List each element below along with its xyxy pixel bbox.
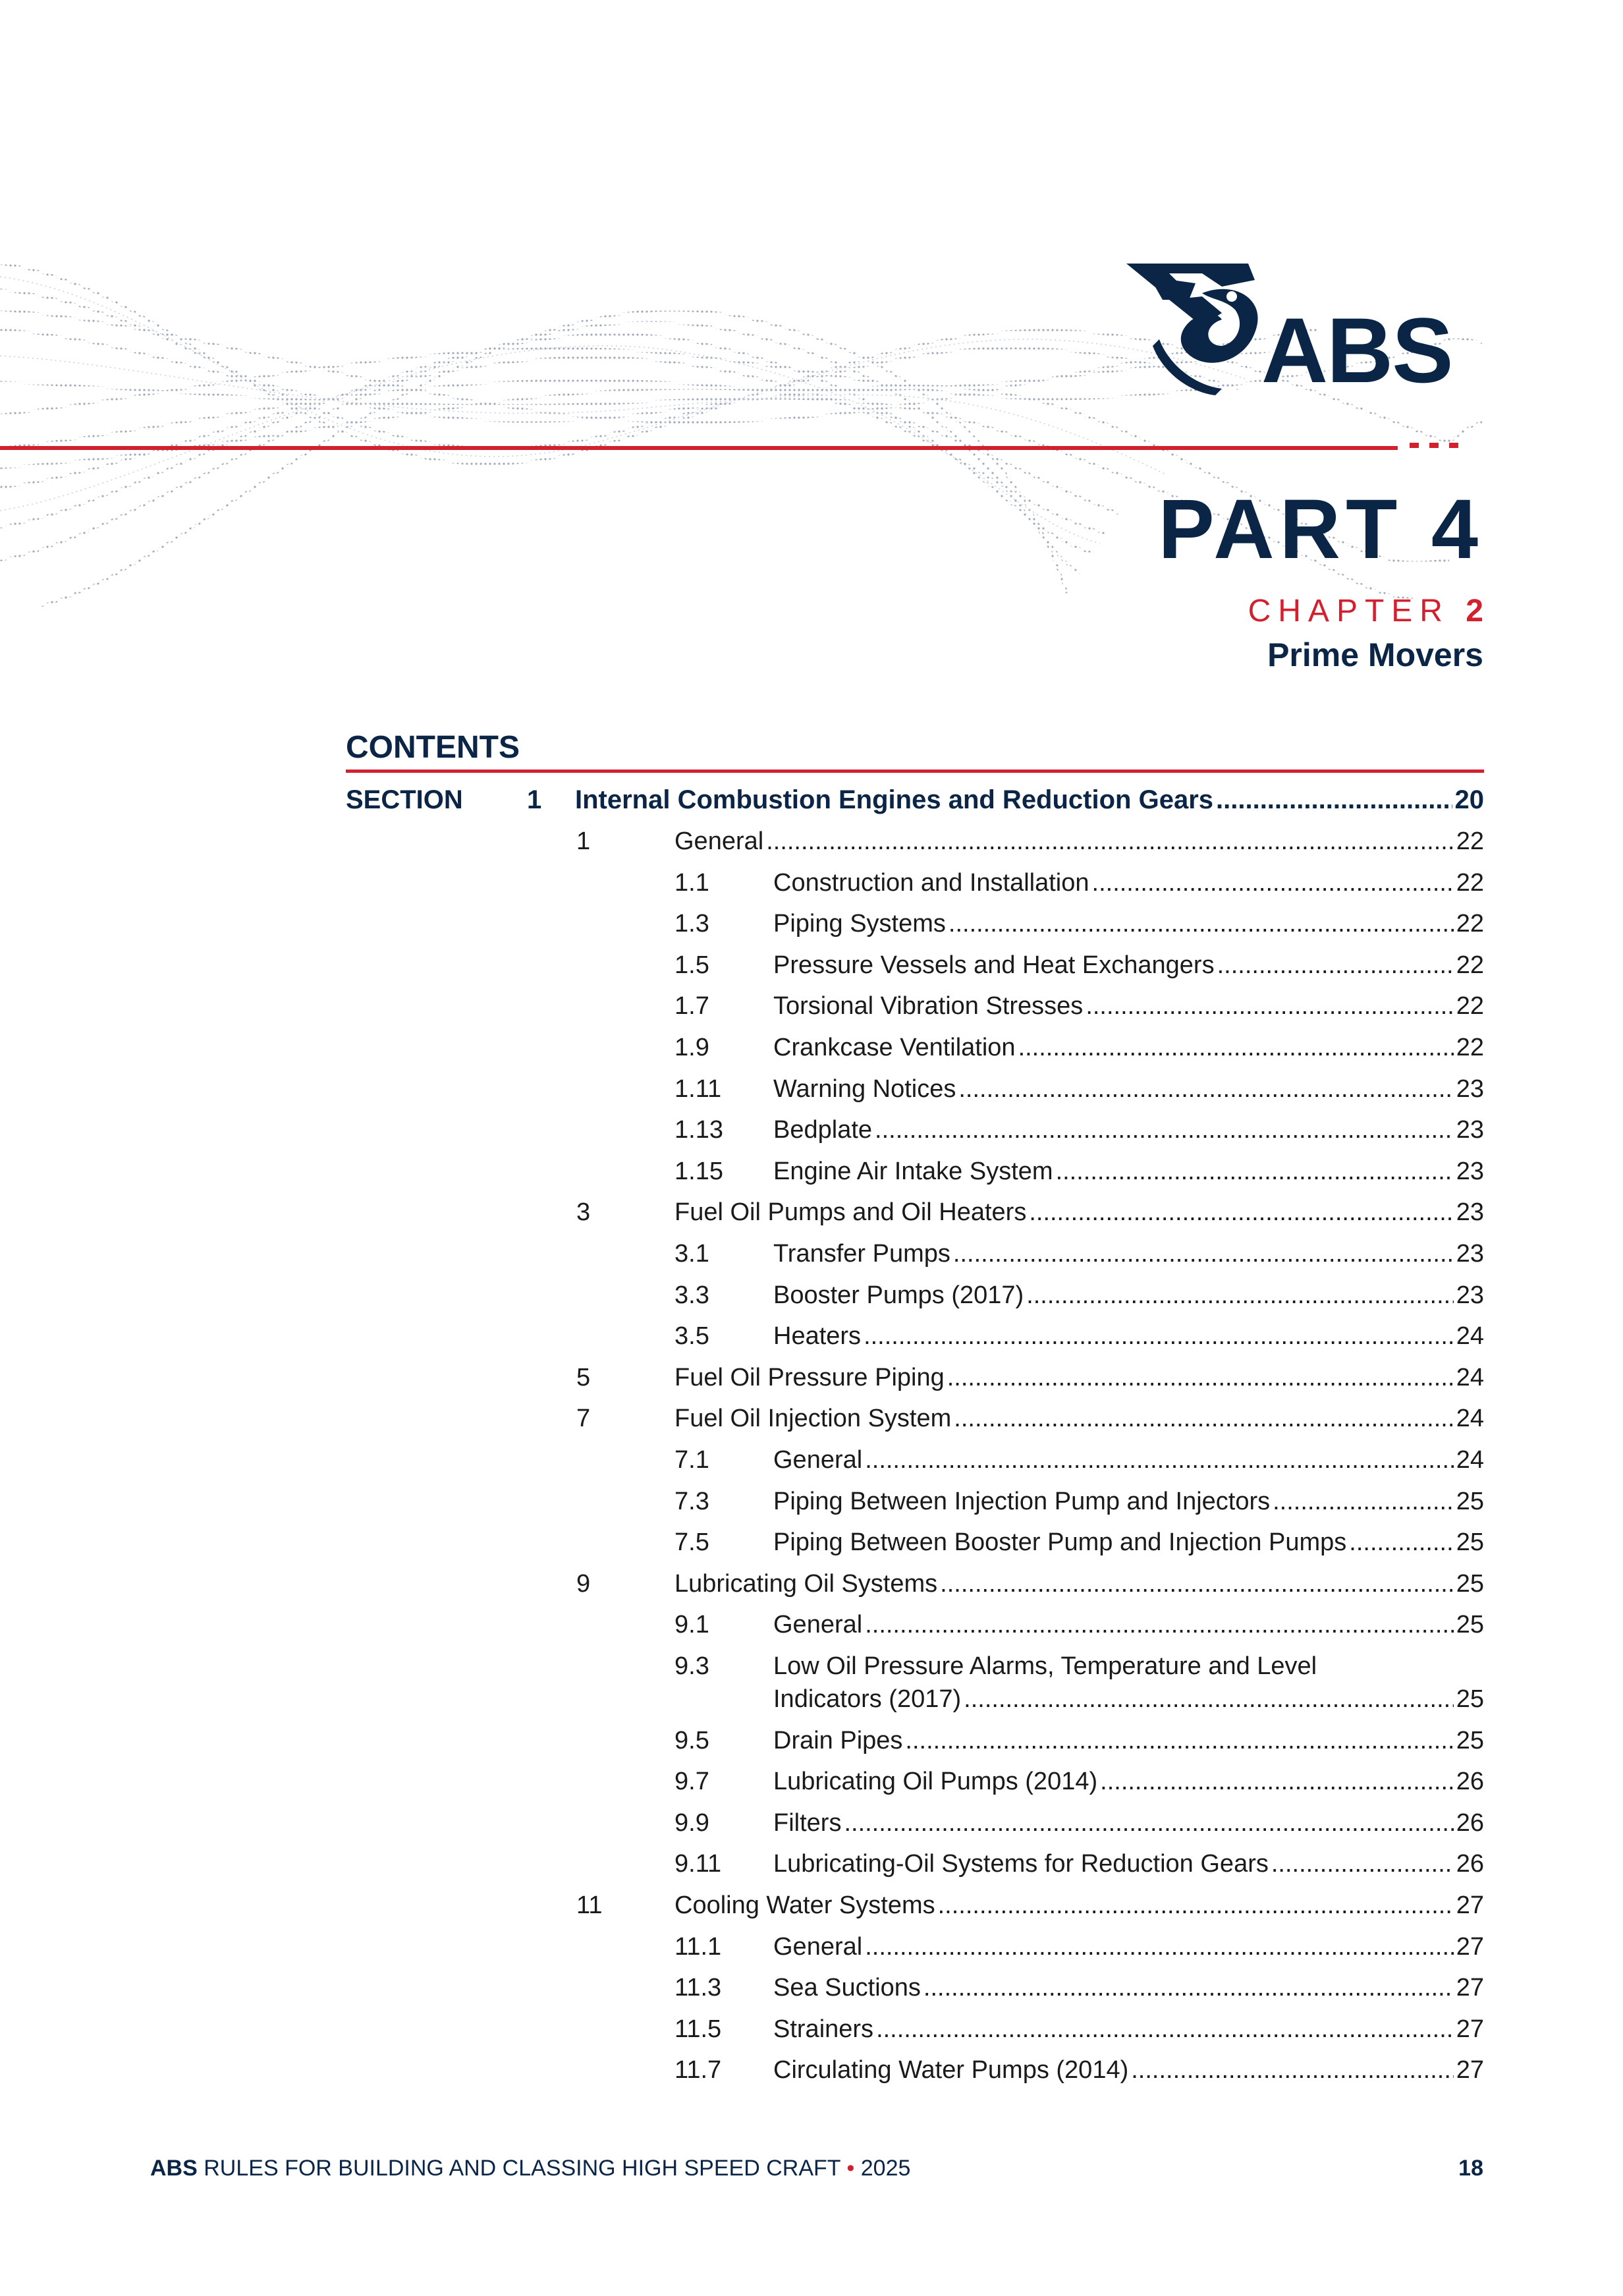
toc-entry[interactable]: [773, 1071, 1484, 1107]
toc-entry[interactable]: [773, 1111, 1484, 1148]
toc-entry-title: Lubricating Oil Pumps (2014): [773, 1768, 1098, 1796]
toc-entry-page: 22: [1456, 868, 1484, 897]
toc-entry[interactable]: [773, 1442, 1484, 1478]
footer-text: RULES FOR BUILDING AND CLASSING HIGH SPEED CRAFT: [204, 2156, 840, 2181]
toc-entry[interactable]: [773, 1606, 1484, 1643]
toc-entry-page: 27: [1456, 2056, 1484, 2085]
toc-entry[interactable]: [773, 988, 1484, 1024]
toc-entry-number: 3.3: [674, 1281, 709, 1309]
toc-entry-page: 23: [1456, 1116, 1484, 1144]
toc-entry-number: 1.3: [674, 910, 709, 938]
toc-entry-number: 11: [576, 1891, 603, 1919]
toc-entry[interactable]: [674, 1400, 1484, 1437]
toc-entry-page: 26: [1456, 1768, 1484, 1796]
toc-entry-number: 1.9: [674, 1034, 709, 1061]
page-number: 18: [1458, 2156, 1483, 2181]
toc-entry-page: 23: [1456, 1281, 1484, 1309]
toc-entry-title: Circulating Water Pumps (2014): [773, 2056, 1129, 2085]
toc-entry-title: Fuel Oil Injection System: [674, 1405, 952, 1433]
leader-dots: [766, 823, 1454, 860]
toc-entry-number: 3.1: [674, 1240, 709, 1268]
leader-dots: [1216, 781, 1452, 818]
toc-entry-title: Lubricating-Oil Systems for Reduction Gears: [773, 1850, 1269, 1878]
toc-entry-page: 24: [1456, 1446, 1484, 1474]
leader-dots: [865, 1928, 1454, 1965]
footer-brand: ABS: [150, 2156, 198, 2181]
toc-entry-number: 9.3: [674, 1652, 709, 1680]
section-label: SECTION: [346, 785, 463, 814]
contents-rule: [346, 770, 1484, 773]
toc-entry[interactable]: [773, 864, 1484, 901]
toc-entry-page: 27: [1456, 2015, 1484, 2043]
toc-entry-page: 23: [1456, 1075, 1484, 1103]
section-page: 20: [1454, 785, 1484, 814]
toc-entry-title: Lubricating Oil Systems: [674, 1569, 938, 1598]
toc-entry-number: 1.11: [674, 1075, 722, 1103]
toc-entry-title: Engine Air Intake System: [773, 1157, 1053, 1185]
toc-entry-title: General: [773, 1446, 863, 1474]
leader-dots: [1018, 1029, 1454, 1066]
toc-entry-number: 5: [576, 1363, 591, 1391]
toc-entry[interactable]: [773, 1318, 1484, 1355]
header-rule-dots: [1410, 443, 1458, 448]
leader-dots: [958, 1071, 1453, 1107]
toc-entry-page: 22: [1456, 951, 1484, 979]
chapter-label-text: CHAPTER: [1248, 594, 1450, 629]
toc-entry-number: 7.1: [674, 1446, 709, 1474]
toc-entry-number: 9.11: [674, 1850, 722, 1878]
toc-entry-title: General: [674, 827, 764, 855]
leader-dots: [940, 1565, 1454, 1602]
toc-entry-number: 1.5: [674, 951, 709, 979]
toc-entry-page: 27: [1456, 1932, 1484, 1961]
toc-entry-page: 24: [1456, 1363, 1484, 1391]
contents-heading: CONTENTS: [346, 730, 520, 765]
toc-entry-page: 22: [1456, 1034, 1484, 1061]
toc-entry[interactable]: [674, 1887, 1484, 1924]
toc-entry-title: Torsional Vibration Stresses: [773, 992, 1084, 1021]
toc-entry[interactable]: [773, 1845, 1484, 1882]
toc-entry-title: Piping Systems: [773, 910, 946, 938]
leader-dots: [875, 1111, 1454, 1148]
toc-entry-title: Bedplate: [773, 1116, 873, 1144]
toc-entry-page: 24: [1456, 1322, 1484, 1351]
toc-entry[interactable]: [773, 1524, 1484, 1561]
toc-entry-title: Pressure Vessels and Heat Exchangers: [773, 951, 1215, 979]
toc-entry-page: 22: [1456, 992, 1484, 1021]
toc-entry[interactable]: [773, 1277, 1484, 1314]
toc-entry-number: 1.7: [674, 992, 709, 1021]
toc-entry[interactable]: [773, 1722, 1484, 1759]
abs-logo: [1123, 260, 1479, 399]
toc-entry-title: Fuel Oil Pressure Piping: [674, 1363, 945, 1391]
toc-entry-page: 25: [1456, 1569, 1484, 1598]
toc-entry[interactable]: [773, 947, 1484, 984]
section-title: Internal Combustion Engines and Reduction Gears: [575, 785, 1214, 814]
leader-dots: [1086, 988, 1453, 1024]
toc-entry-title: Piping Between Booster Pump and Injection Pumps: [773, 1528, 1347, 1557]
leader-dots: [1271, 1845, 1454, 1882]
toc-entry-number: 9.9: [674, 1808, 709, 1837]
toc-entry-page: 23: [1456, 1198, 1484, 1227]
leader-dots: [947, 1359, 1454, 1396]
leader-dots: [949, 905, 1454, 942]
leader-dots: [938, 1887, 1454, 1924]
leader-dots: [1029, 1194, 1453, 1231]
toc-entry-title: Booster Pumps (2017): [773, 1281, 1024, 1309]
toc-entry-page: 25: [1456, 1487, 1484, 1515]
toc-entry-number: 9: [576, 1569, 591, 1598]
toc-entry[interactable]: [773, 2011, 1484, 2048]
toc-entry[interactable]: [773, 1805, 1484, 1841]
toc-entry[interactable]: [674, 1194, 1484, 1231]
toc-entry-title: Crankcase Ventilation: [773, 1034, 1016, 1061]
toc-entry[interactable]: [773, 1969, 1484, 2006]
leader-dots: [1217, 947, 1454, 984]
toc-entry-title: Construction and Installation: [773, 868, 1089, 897]
toc-entry-number: 7.3: [674, 1487, 709, 1515]
chapter-number: 2: [1466, 594, 1483, 629]
toc-entry[interactable]: [674, 1565, 1484, 1602]
toc-entry-page: 25: [1456, 1611, 1484, 1639]
toc-entry-title: Indicators (2017): [773, 1685, 962, 1713]
toc-entry-page: 25: [1456, 1685, 1484, 1713]
toc-entry-title: Heaters: [773, 1322, 862, 1351]
toc-entry-number: 11.5: [674, 2015, 722, 2043]
toc-entry-title: General: [773, 1611, 863, 1639]
leader-dots: [964, 1681, 1454, 1718]
leader-dots: [1131, 2052, 1453, 2088]
toc-entry-page: 27: [1456, 1974, 1484, 2002]
toc-entry-title: Warning Notices: [773, 1075, 956, 1103]
toc-entry-title: General: [773, 1932, 863, 1961]
toc-entry[interactable]: [773, 905, 1484, 942]
leader-dots: [923, 1969, 1454, 2006]
toc-entry-title: Cooling Water Systems: [674, 1891, 935, 1919]
toc-entry-number: 7.5: [674, 1528, 709, 1557]
toc-entry-number: 1.13: [674, 1116, 723, 1144]
toc-entry-number: 1.15: [674, 1157, 723, 1185]
toc-entry-number: 9.1: [674, 1611, 709, 1639]
toc-entry-page: 23: [1456, 1157, 1484, 1185]
toc-entry-page: 26: [1456, 1808, 1484, 1837]
leader-dots: [865, 1442, 1454, 1478]
toc-entry[interactable]: [773, 1681, 1484, 1718]
toc-entry-page: 22: [1456, 827, 1484, 855]
toc-entry[interactable]: [773, 2052, 1484, 2088]
toc-entry[interactable]: [674, 1359, 1484, 1396]
toc-entry[interactable]: [773, 1763, 1484, 1800]
leader-dots: [1026, 1277, 1454, 1314]
header-rule: [0, 446, 1398, 450]
section-title-link[interactable]: [575, 781, 1484, 818]
toc-entry[interactable]: [773, 1029, 1484, 1066]
toc-entry-number: 11.3: [674, 1974, 722, 2002]
toc-entry-title[interactable]: Low Oil Pressure Alarms, Temperature and Level: [773, 1652, 1317, 1680]
toc-entry-page: 25: [1456, 1726, 1484, 1754]
logo-wordmark: ABS: [1261, 298, 1452, 399]
toc-entry-page: 26: [1456, 1850, 1484, 1878]
toc-entry-title: Fuel Oil Pumps and Oil Heaters: [674, 1198, 1027, 1227]
leader-dots: [1349, 1524, 1453, 1561]
leader-dots: [865, 1606, 1454, 1643]
toc-entry-number: 3: [576, 1198, 591, 1227]
leader-dots: [1092, 864, 1454, 901]
toc-entry-title: Strainers: [773, 2015, 874, 2043]
toc-entry-title: Piping Between Injection Pump and Injectors: [773, 1487, 1271, 1515]
leader-dots: [1056, 1153, 1454, 1190]
toc-entry-number: 7: [576, 1405, 591, 1433]
toc-entry-page: 22: [1456, 910, 1484, 938]
toc-entry-page: 25: [1456, 1528, 1484, 1557]
toc-entry[interactable]: [773, 1235, 1484, 1272]
leader-dots: [844, 1805, 1453, 1841]
footer-bullet: •: [846, 2156, 855, 2181]
toc-entry-page: 27: [1456, 1891, 1484, 1919]
leader-dots: [1100, 1763, 1454, 1800]
footer-year: 2025: [860, 2156, 911, 2181]
footer: [150, 2156, 910, 2181]
leader-dots: [954, 1400, 1453, 1437]
toc-entry-title: Sea Suctions: [773, 1974, 921, 2002]
leader-dots: [876, 2011, 1454, 2048]
toc-entry-page: 24: [1456, 1405, 1484, 1433]
toc-entry-number: 9.5: [674, 1726, 709, 1754]
toc-entry-title: Transfer Pumps: [773, 1240, 950, 1268]
leader-dots: [953, 1235, 1454, 1272]
toc-entry[interactable]: [773, 1928, 1484, 1965]
leader-dots: [1273, 1483, 1454, 1520]
section-number: 1: [527, 785, 542, 814]
toc-entry-title: Drain Pipes: [773, 1726, 903, 1754]
chapter-title: Prime Movers: [1267, 636, 1483, 673]
part-title: PART 4: [1158, 482, 1483, 576]
toc-entry[interactable]: [773, 1483, 1484, 1520]
leader-dots: [905, 1722, 1453, 1759]
toc-entry[interactable]: [674, 823, 1484, 860]
toc-entry-number: 11.1: [674, 1932, 722, 1961]
toc-entry[interactable]: [773, 1153, 1484, 1190]
chapter-label: [1248, 593, 1483, 629]
leader-dots: [864, 1318, 1454, 1355]
toc-entry-number: 1.1: [674, 868, 709, 897]
toc-entry-number: 1: [576, 827, 591, 855]
toc-entry-title: Filters: [773, 1808, 842, 1837]
toc-entry-page: 23: [1456, 1240, 1484, 1268]
toc-entry-number: 11.7: [674, 2056, 722, 2085]
toc-entry-number: 9.7: [674, 1768, 709, 1796]
toc-entry-number: 3.5: [674, 1322, 709, 1351]
